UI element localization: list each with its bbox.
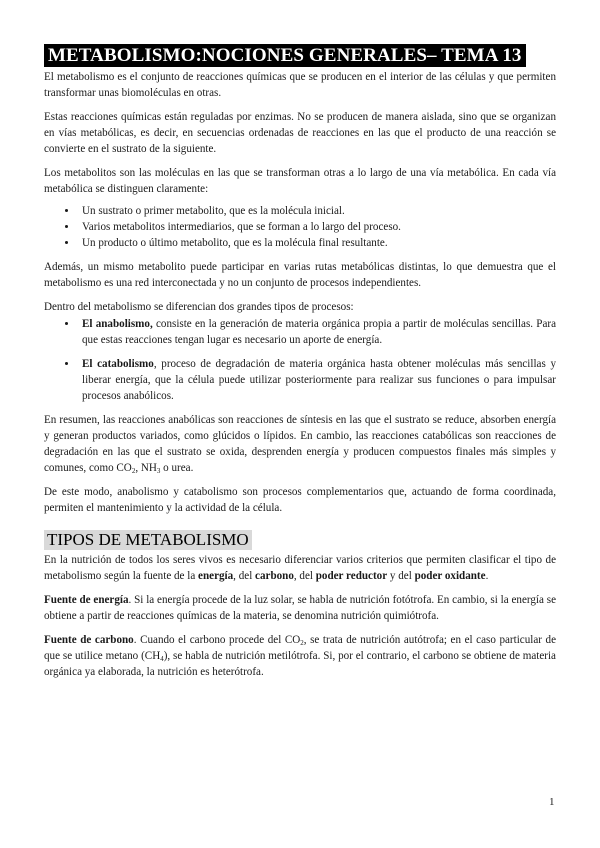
intro-paragraph-4: Además, un mismo metabolito puede participar en varias rutas metabólicas distintas, lo que demuestra que el metabolismo es una red interconectada y no un conjunto de procesos independientes. <box>44 261 556 289</box>
list-item: • Un producto o último metabolito, que es la molécula final resultante. <box>78 235 556 251</box>
keyword: poder reductor <box>315 570 388 582</box>
page-title: METABOLISMO:NOCIONES GENERALES– TEMA 13 <box>44 44 526 67</box>
summary-text-a: En resumen, las reacciones anabólicas son reacciones de síntesis en las que el sustrato se reduce, absorben energía y generan productos variados, como glúcidos o lípidos. En cambio, las reacciones catabólicas son reacciones de degradación en las que el sustrato se oxida, desprenden energía y producen compuestos finales más simples y comunes, como CO <box>44 414 556 474</box>
catabolism-term: El catabolismo <box>82 358 154 370</box>
energy-source-paragraph <box>44 592 556 624</box>
subscript: 2 <box>131 467 136 475</box>
text-run: ), se habla de nutrición metilótrofa. Si, por el contrario, el carbono se obtiene de materia orgánica ya elaborada, la nutrición es heterótrofa. <box>44 650 556 678</box>
subscript: 3 <box>156 467 161 475</box>
energy-source-text: . Si la energía procede de la luz solar, se habla de nutrición fotótrofa. En cambio, si la energía se obtiene a partir de reacciones químicas de la materia, se denomina nutrición quimiótrofa. <box>44 594 556 622</box>
intro-paragraph-3: Los metabolitos son las moléculas en las que se transforman otras a lo largo de una vía metabólica. En cada vía metabólica se distinguen claramente: <box>44 167 556 195</box>
keyword: energía <box>198 570 234 582</box>
process-list <box>44 316 556 404</box>
carbon-source-paragraph <box>44 632 556 680</box>
page-number: 1 <box>549 796 555 808</box>
summary-paragraph <box>44 412 556 476</box>
anabolism-term: El anabolismo, <box>82 318 153 330</box>
section-heading: TIPOS DE METABOLISMO <box>44 530 252 550</box>
list-item: • Varios metabolitos intermediarios, que se forman a lo largo del proceso. <box>78 219 556 235</box>
keyword: carbono <box>255 570 294 582</box>
metabolite-list <box>44 203 556 251</box>
list-item: • Un sustrato o primer metabolito, que es la molécula inicial. <box>78 203 556 219</box>
text-run: , del <box>293 570 316 582</box>
text-run: , se trata de nutrición autótrofa; en el caso particular de que se utilice metano (CH <box>44 634 557 662</box>
subscript: 2 <box>300 639 304 647</box>
intro-paragraph-5: Dentro del metabolismo se diferencian dos grandes tipos de procesos: <box>44 301 354 313</box>
text-run: y del <box>387 570 415 582</box>
text-run: , del <box>233 570 256 582</box>
text-run: En la nutrición de todos los seres vivos es necesario diferenciar varios criterios que permiten clasificar el tipo de metabolismo según la fuente de la <box>44 554 556 582</box>
summary-text-c: o urea. <box>160 462 194 474</box>
anabolism-text: consiste en la generación de materia orgánica propia a partir de moléculas sencillas. Para que estas reacciones tengan lugar es necesario un aporte de energía. <box>82 318 556 346</box>
text-run: . Cuando el carbono procede del CO <box>133 634 301 646</box>
subscript: 4 <box>160 655 164 663</box>
list-item-catabolism <box>78 356 556 404</box>
list-item-anabolism <box>78 316 556 348</box>
document-page <box>44 44 556 688</box>
conclusion-paragraph: De este modo, anabolismo y catabolismo son procesos complementarios que, actuando de forma coordinada, permiten el mantenimiento y la actividad de la célula. <box>44 486 556 514</box>
summary-text-b: , NH <box>135 462 157 474</box>
keyword: poder oxidante <box>414 570 486 582</box>
section2-intro-paragraph <box>44 552 556 584</box>
intro-paragraph-2: Estas reacciones químicas están reguladas por enzimas. No se producen de manera aislada, sino que se organizan en vías metabólicas, es decir, en secuencias ordenadas de reacciones en las que el producto de una reacción se convierte en el sustrato de la siguiente. <box>44 111 556 155</box>
intro-paragraph-1: El metabolismo es el conjunto de reacciones químicas que se producen en el interior de las células y que permiten transformar unas biomoléculas en otras. <box>44 71 556 99</box>
catabolism-text: , proceso de degradación de materia orgánica hasta obtener moléculas más sencillas y liberar energía, que la célula puede utilizar posteriormente para realizar sus funciones o para impulsar procesos anabólicos. <box>82 358 556 402</box>
energy-source-term: Fuente de energía <box>44 594 129 606</box>
text-run: . <box>485 570 489 582</box>
carbon-source-term: Fuente de carbono <box>44 634 134 646</box>
